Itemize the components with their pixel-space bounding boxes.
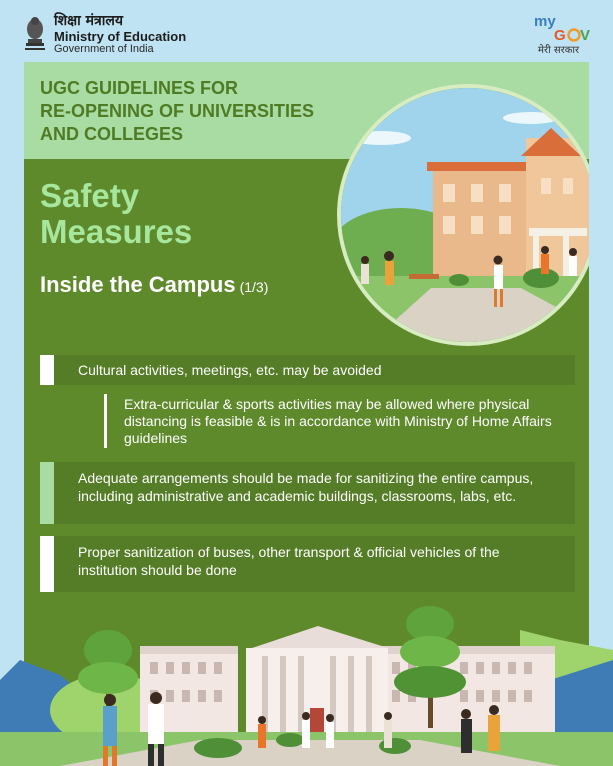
- ministry-name: Ministry of Education: [54, 29, 187, 44]
- campus-building-illustration: [0, 590, 613, 766]
- government-label: Government of India: [54, 43, 154, 55]
- campus-illustration: [337, 84, 589, 346]
- national-emblem-icon: [22, 13, 48, 51]
- campus-scene-image: [341, 88, 589, 342]
- sub-bullet-marker: [104, 394, 107, 448]
- svg-text:G: G: [554, 27, 566, 44]
- header: [0, 0, 613, 62]
- ministry-hindi-name: शिक्षा मंत्रालय: [54, 13, 124, 29]
- subheading-text: Inside the Campus: [40, 272, 236, 297]
- guideline-text: Cultural activities, meetings, etc. may be avoided: [78, 362, 382, 378]
- guideline-text: Adequate arrangements should be made for sanitizing the entire campus, including administrative and academic buildings, classrooms, labs, etc.: [78, 470, 534, 504]
- section-heading: [40, 178, 192, 250]
- svg-text:V: V: [580, 27, 591, 44]
- mygov-tagline: मेरी सरकार: [538, 45, 580, 56]
- guideline-item: [40, 536, 575, 592]
- section-subheading: [40, 272, 268, 298]
- heading-line-1: Safety: [40, 177, 140, 214]
- page-title: [40, 77, 370, 146]
- heading-line-2: Measures: [40, 213, 193, 250]
- bullet-marker: [40, 536, 54, 592]
- bullet-marker: [40, 355, 54, 385]
- part-indicator: (1/3): [239, 279, 269, 295]
- title-line-2: RE-OPENING OF UNIVERSITIES: [40, 101, 315, 121]
- guideline-item: [40, 462, 575, 524]
- guideline-text: Proper sanitization of buses, other transport & official vehicles of the institution should be done: [78, 544, 500, 578]
- svg-text:my: my: [534, 13, 556, 30]
- guideline-item: [40, 355, 575, 385]
- bullet-marker: [40, 462, 54, 524]
- title-line-3: AND COLLEGES: [40, 124, 184, 144]
- title-line-1: UGC GUIDELINES FOR: [40, 78, 239, 98]
- sub-guideline-text: Extra-curricular & sports activities may be allowed where physical distancing is feasible & is in accordance with Ministry of Home Affairs guidelines: [124, 396, 552, 446]
